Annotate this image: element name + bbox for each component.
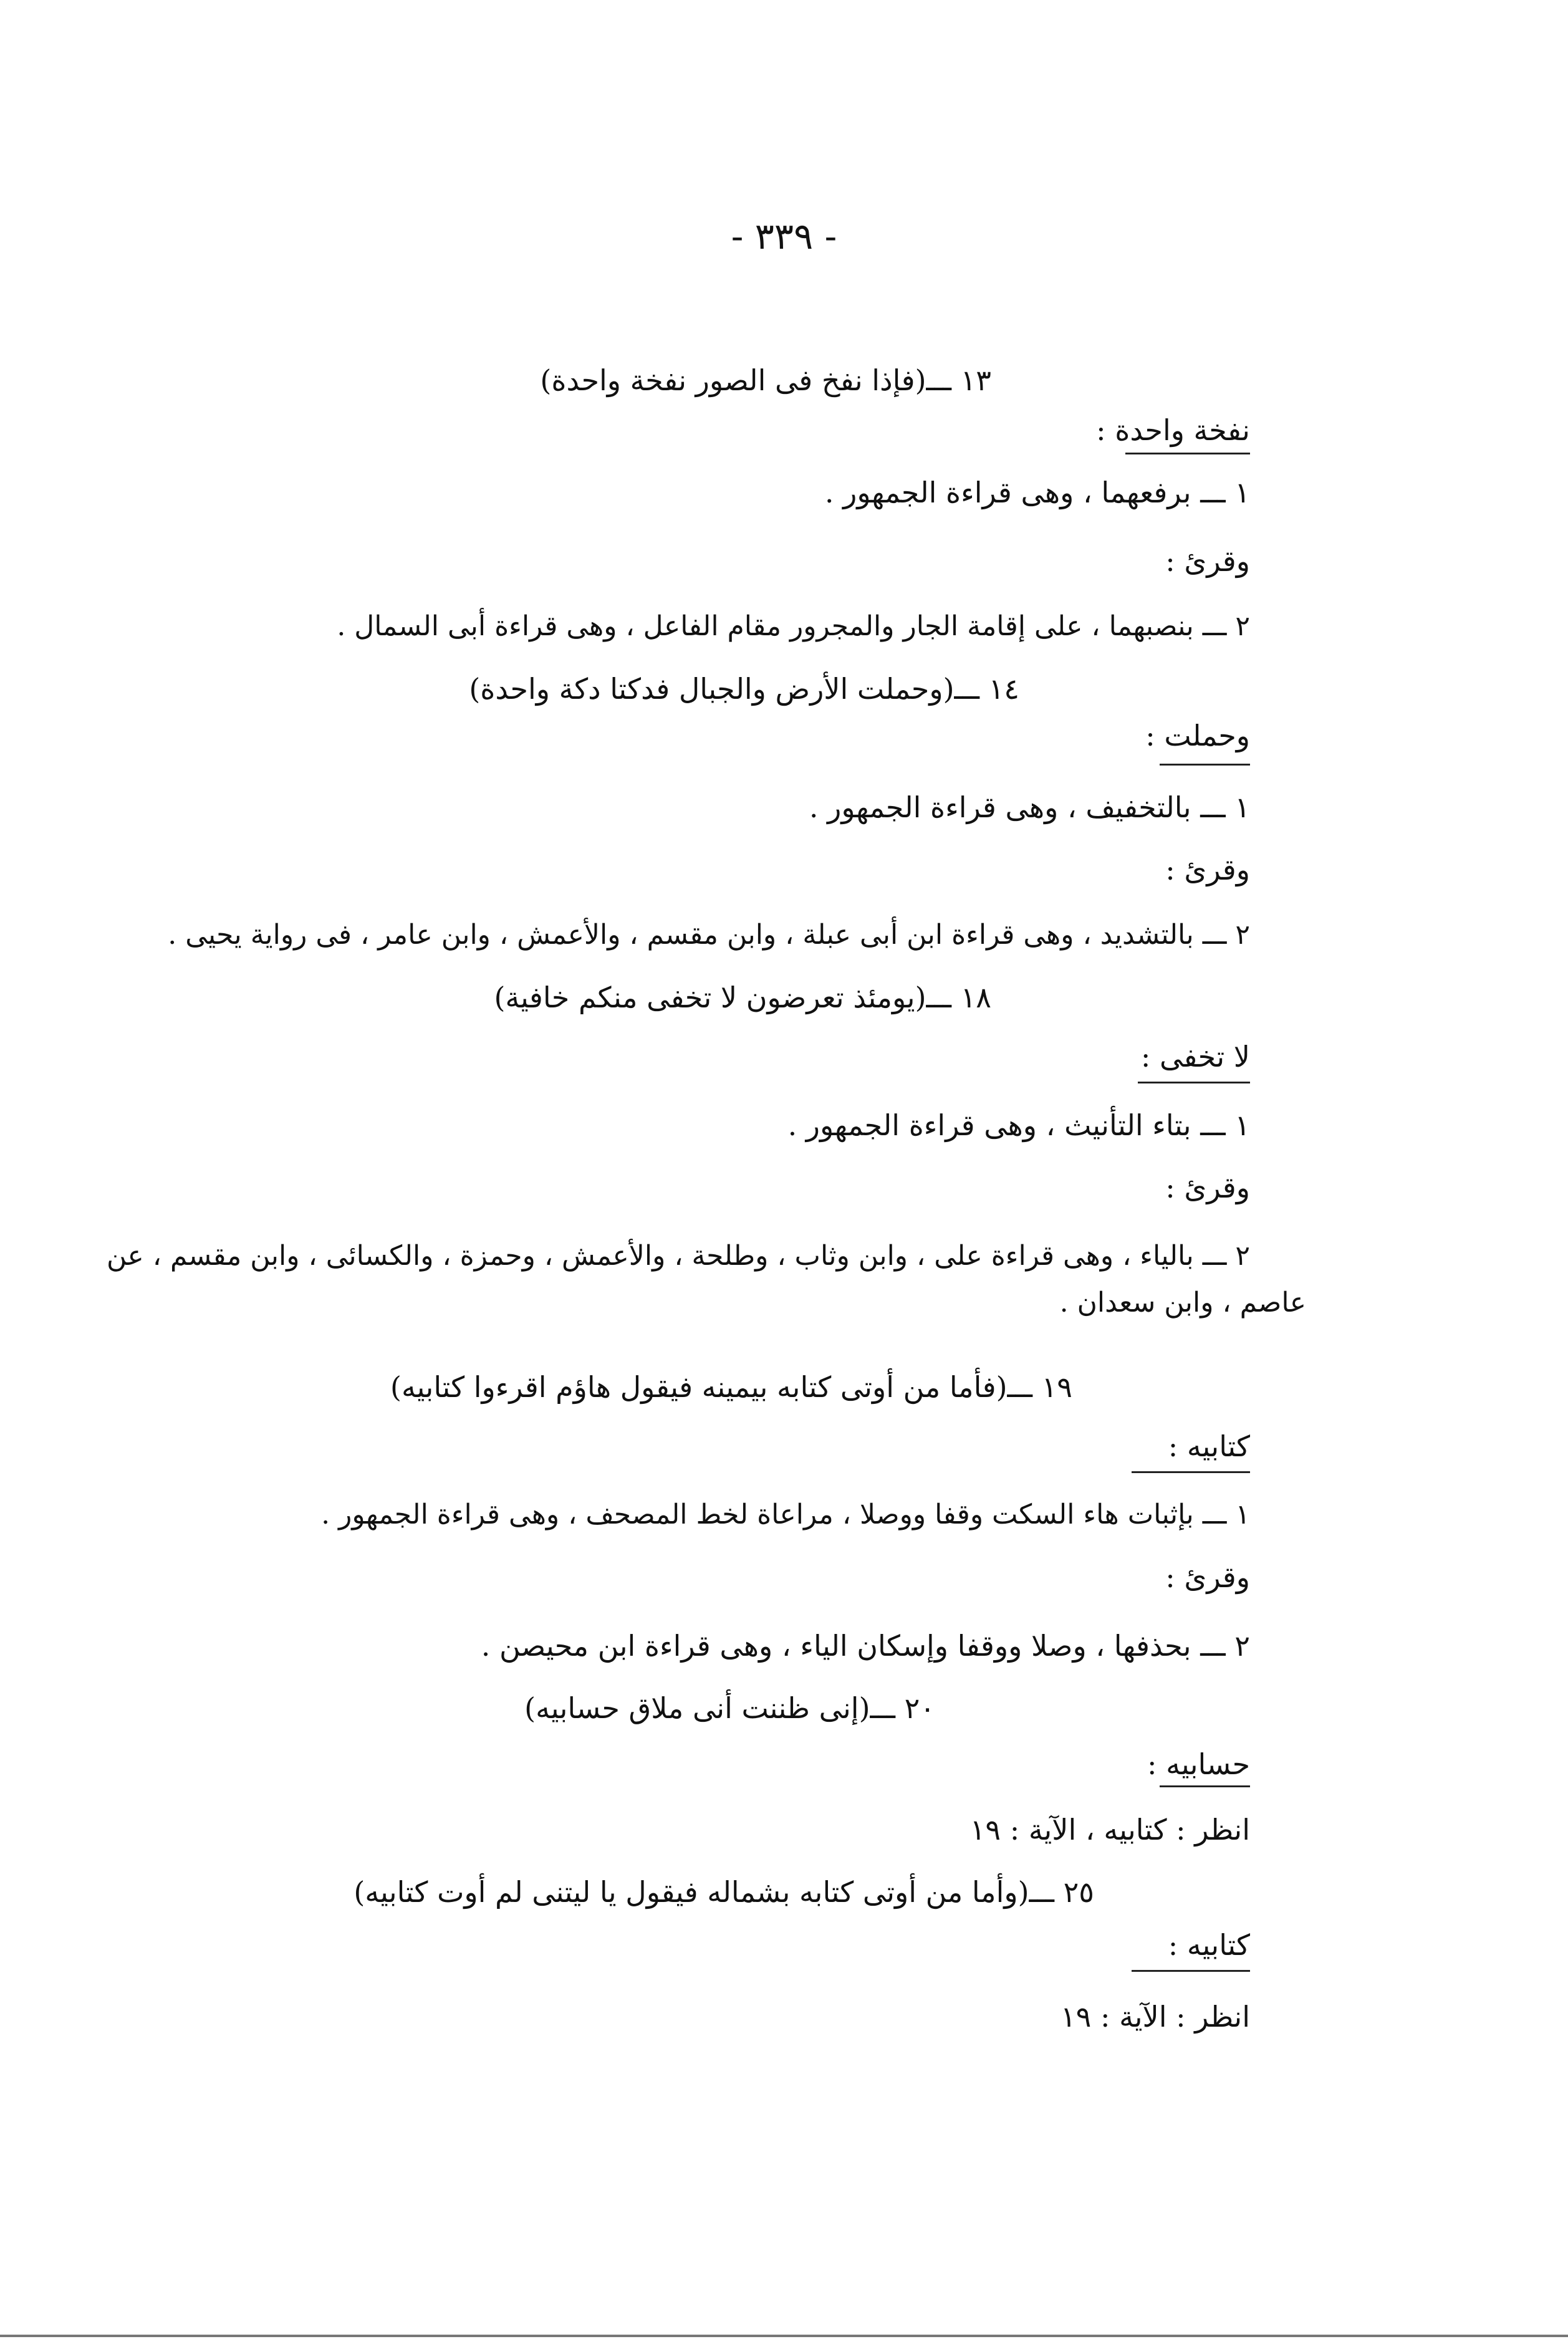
page-bottom-border: [0, 2335, 1568, 2337]
reading-line: وقرئ :: [1165, 1171, 1250, 1204]
reading-line: ١ ـــ بالتخفيف ، وهى قراءة الجمهور .: [809, 790, 1250, 824]
reading-line: وقرئ :: [1165, 544, 1250, 578]
headword-underline: [1125, 453, 1250, 454]
headword-underline: [1160, 1785, 1250, 1787]
verse-19: ١٩ ـــ(فأما من أوتى كتابه بيمينه فيقول هاؤم اقرءوا كتابيه): [390, 1370, 1072, 1404]
reading-line: عاصم ، وابن سعدان .: [1059, 1287, 1306, 1318]
reading-line: ١ ـــ بتاء التأنيث ، وهى قراءة الجمهور .: [787, 1108, 1250, 1142]
verse-13: ١٣ ـــ(فإذا نفخ فى الصور نفخة واحدة): [540, 363, 991, 397]
reading-line: وقرئ :: [1165, 1560, 1250, 1594]
reading-line: ١ ـــ برفعهما ، وهى قراءة الجمهور .: [824, 476, 1250, 509]
reading-line: ٢ ـــ بالياء ، وهى قراءة على ، وابن وثاب ، وطلحة ، والأعمش ، وحمزة ، والكسائى ، وابن مقسم ، عن: [107, 1240, 1250, 1272]
reading-line: ١ ـــ بإثبات هاء السكت وقفا ووصلا ، مراعاة لخط المصحف ، وهى قراءة الجمهور .: [321, 1499, 1250, 1530]
verse-14: ١٤ ـــ(وحملت الأرض والجبال فدكتا دكة واحدة): [469, 672, 1019, 706]
headword-wahumilat: وحملت :: [1145, 719, 1250, 752]
reading-line: وقرئ :: [1165, 853, 1250, 886]
reading-line: ٢ ـــ بنصبهما ، على إقامة الجار والمجرور مقام الفاعل ، وهى قراءة أبى السمال .: [337, 610, 1250, 642]
reading-line: ٢ ـــ بحذفها ، وصلا ووقفا وإسكان الياء ، وهى قراءة ابن محيصن .: [481, 1629, 1250, 1663]
page-number: - ٣٣٩ -: [731, 215, 837, 257]
headword-la-takhfa: لا تخفى :: [1140, 1040, 1250, 1073]
headword-hisabiyah: حسابيه :: [1147, 1747, 1250, 1781]
verse-18: ١٨ ـــ(يومئذ تعرضون لا تخفى منكم خافية): [494, 981, 991, 1014]
headword-underline: [1138, 1082, 1250, 1083]
headword-kitabiyah: كتابيه :: [1168, 1429, 1250, 1463]
reading-line: ٢ ـــ بالتشديد ، وهى قراءة ابن أبى عبلة ، وابن مقسم ، والأعمش ، وابن عامر ، فى رواية يحيى .: [168, 919, 1250, 951]
headword-underline: [1132, 1970, 1250, 1972]
headword-underline: [1132, 1471, 1250, 1473]
reference-line: انظر : الآية : ١٩: [1060, 2000, 1250, 2034]
verse-25: ٢٥ ـــ(وأما من أوتى كتابه بشماله فيقول يا ليتنى لم أوت كتابيه): [354, 1875, 1094, 1909]
headword-underline: [1160, 764, 1250, 766]
verse-20: ٢٠ ـــ(إنى ظننت أنى ملاق حسابيه): [524, 1691, 935, 1725]
reference-line: انظر : كتابيه ، الآية : ١٩: [969, 1813, 1250, 1847]
headword-nafkha: نفخة واحدة :: [1096, 413, 1250, 447]
headword-kitabiyah: كتابيه :: [1168, 1928, 1250, 1962]
